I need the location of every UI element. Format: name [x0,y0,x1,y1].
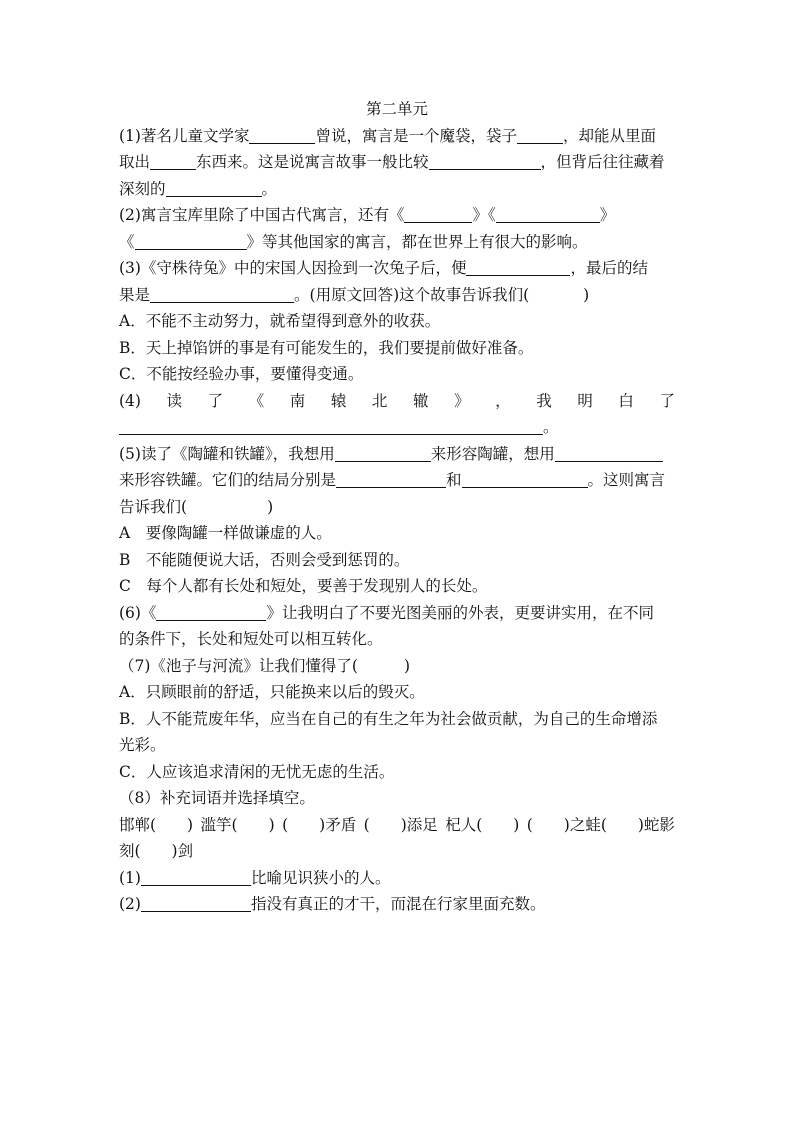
q6-line1: (6)《 》让我明白了不要光图美丽的外表，更要讲实用，在不同 [119,603,654,622]
worksheet [119,96,675,918]
unit-title: 第二单元 [365,100,428,118]
q5-line3: 告诉我们( ) [119,497,274,516]
q7-option-b-line2: 光彩。 [119,736,166,754]
q4-line2: 。 [119,414,675,441]
q1-line1: (1)著名儿童文学家 曾说，寓言是一个魔袋，袋子 ，却能从里面 [119,126,656,145]
q8-heading: （8）补充词语并选择填空。 [119,789,315,807]
answer-blank[interactable] [404,204,472,223]
answer-blank[interactable] [119,416,543,435]
q4-line1: (4) 读 了 《 南 辕 北 辙 》 ， 我 明 白 了 [119,391,675,410]
answer-blank[interactable] [135,231,247,250]
q3-option-b: B．天上掉馅饼的事是有可能发生的，我们要提前做好准备。 [119,338,534,357]
answer-blank[interactable] [336,469,446,488]
answer-blank[interactable] [150,151,196,170]
q8-word[interactable]: 滥竽( ) [200,815,275,834]
q5-option-a: A 要像陶罐一样做谦虚的人。 [119,524,332,542]
q7-option-c: C．人应该追求清闲的无忧无虑的生活。 [119,762,395,781]
q3-line2: 果是 。(用原文回答)这个故事告诉我们( ) [119,285,590,304]
q8-word[interactable]: 邯郸( ) [119,815,194,834]
q8-sub2: (2) 指没有真正的才干，而混在行家里面充数。 [119,895,546,913]
answer-blank[interactable] [249,125,315,144]
q8-word-list [119,812,675,839]
q5-option-c: C 每个人都有长处和短处，要善于发现别人的长处。 [119,577,488,595]
answer-blank[interactable] [141,867,251,886]
q3-option-c: C．不能按经验办事，要懂得变通。 [119,365,364,383]
answer-blank[interactable] [335,443,431,462]
answer-blank[interactable] [166,178,262,197]
answer-blank[interactable] [462,469,588,488]
q7-option-a: A．只顾眼前的舒适，只能换来以后的毁灭。 [119,683,425,701]
q3-option-a: A．不能不主动努力，就希望得到意外的收获。 [119,312,441,330]
q8-word[interactable]: ( )之蛙( )蛇影 [526,815,675,834]
q5-line1: (5)读了《陶罐和铁罐》，我想用 来形容陶罐，想用 [119,441,675,468]
q2-line1: (2)寓言宝库里除了中国古代寓言，还有《 》《 》 [119,206,616,224]
q7-option-b-line1: B．人不能荒废年华，应当在自己的有生之年为社会做贡献，为自己的生命增添 [119,709,658,728]
answer-blank[interactable] [156,602,266,621]
q7-line1: （7)《池子与河流》让我们懂得了( ) [119,656,411,675]
q5-option-b: B 不能随便说大话，否则会受到惩罚的。 [119,550,410,569]
q8-word[interactable]: 杞人( ) [445,815,520,834]
q1-line3: 深刻的 。 [119,179,278,198]
answer-blank[interactable] [429,151,541,170]
answer-blank[interactable] [150,284,294,303]
q8-word[interactable]: ( )矛盾 [282,815,357,834]
q8-sub1: (1) 比喻见识狭小的人。 [119,868,391,887]
q3-line1: (3)《守株待兔》中的宋国人因捡到一次兔子后，便 ，最后的结 [119,259,648,277]
answer-blank[interactable] [141,893,251,912]
answer-blank[interactable] [466,257,570,276]
q8-word[interactable]: ( )添足 [363,815,438,834]
q6-line2: 的条件下，长处和短处可以相互转化。 [119,630,383,648]
answer-blank[interactable] [517,125,563,144]
q8-word-list-line2[interactable]: 刻( )剑 [119,842,194,860]
q1-line2: 取出 东西来。这是说寓言故事一般比较 ，但背后往往藏着 [119,153,665,171]
q2-line2: 《 》等其他国家的寓言，都在世界上有很大的影响。 [119,232,588,251]
answer-blank[interactable] [555,443,663,462]
q5-line2: 来形容铁罐。它们的结局分别是 和 。这则寓言 [119,471,666,489]
answer-blank[interactable] [496,204,600,223]
